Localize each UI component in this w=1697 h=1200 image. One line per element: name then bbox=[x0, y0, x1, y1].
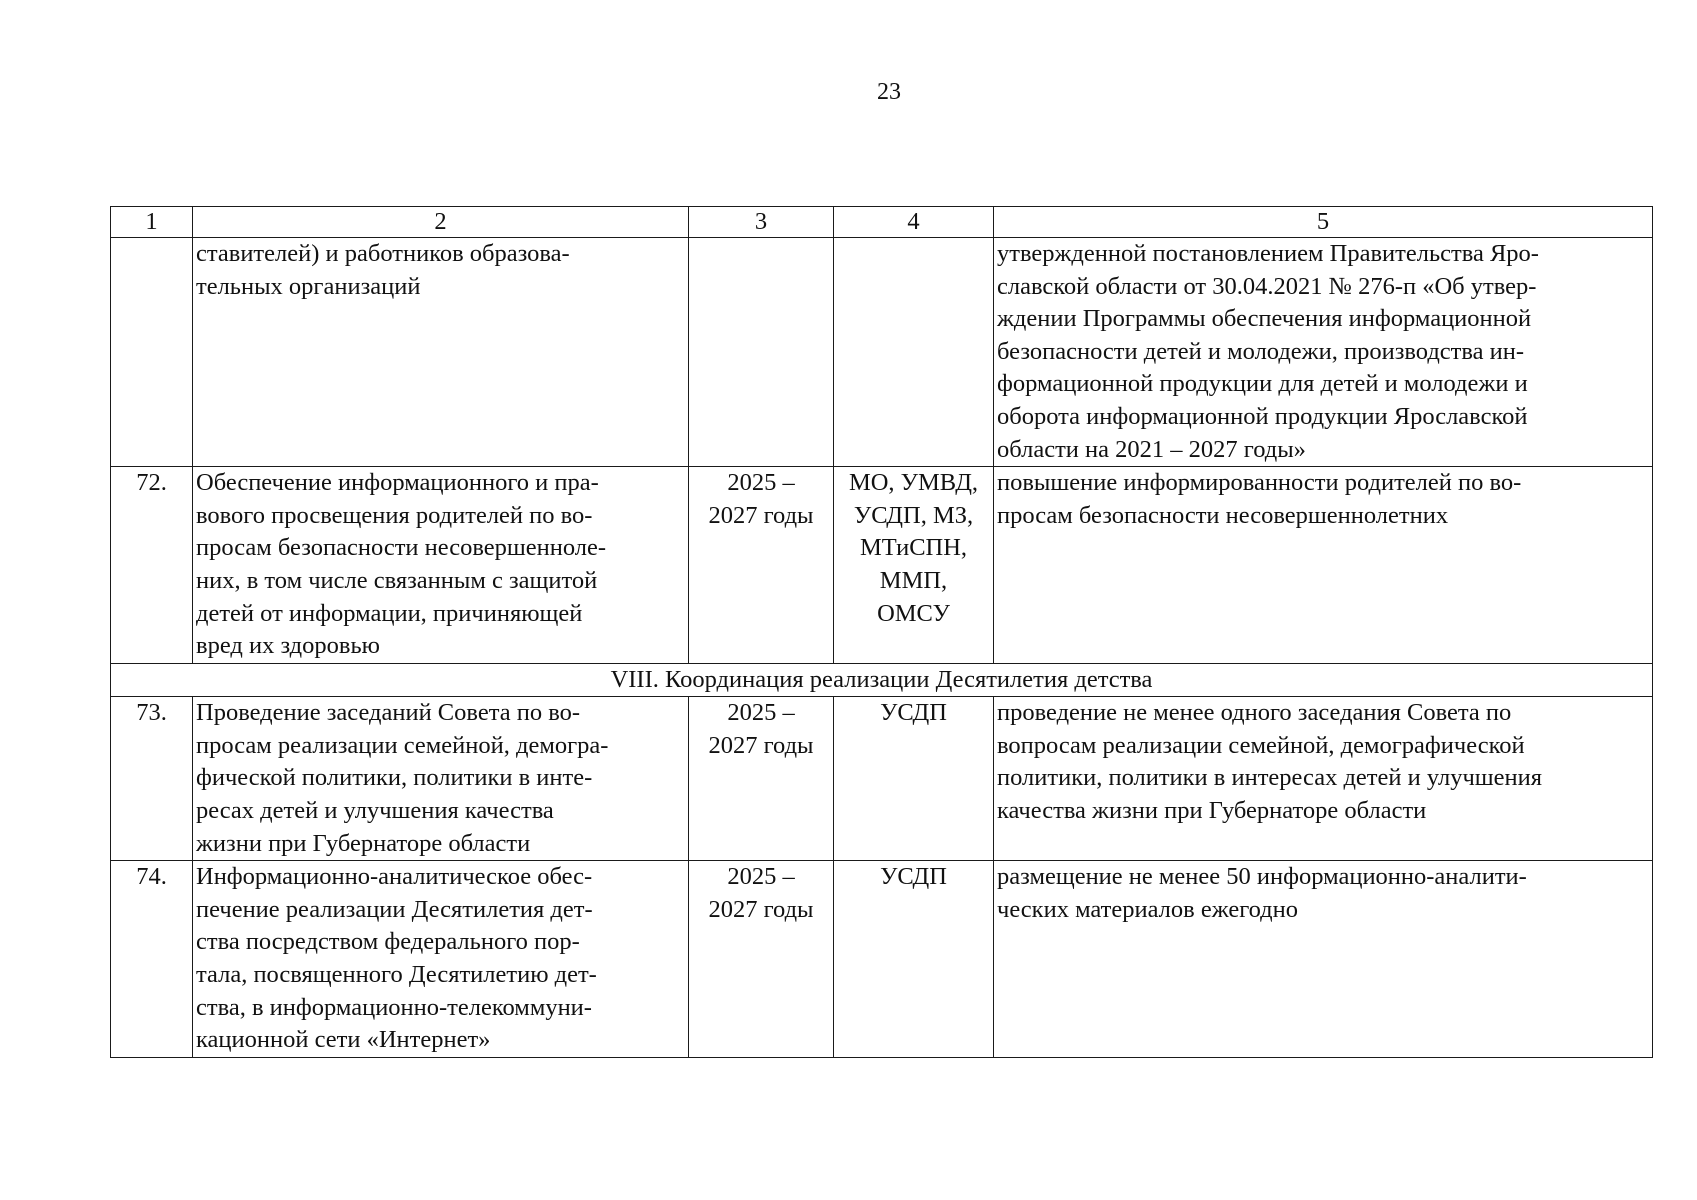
column-header: 3 bbox=[689, 207, 834, 238]
activity-cell: Информационно-аналитическое обес- печение реализации Десятилетия дет- ства посредством федерального пор- тала, посвященного Десятилетию дет- ства, в информационно-телекоммуни- кационной сети «Интернет» bbox=[193, 861, 689, 1058]
table-header-row bbox=[111, 207, 1653, 238]
section-header-row bbox=[111, 664, 1653, 697]
period-cell: 2025 – 2027 годы bbox=[689, 467, 834, 664]
executor-cell: МО, УМВД, УСДП, МЗ, МТиСПН, ММП, ОМСУ bbox=[834, 467, 994, 664]
table-row bbox=[111, 861, 1653, 1058]
column-header: 5 bbox=[994, 207, 1653, 238]
row-number: 72. bbox=[111, 467, 193, 664]
table-row bbox=[111, 697, 1653, 861]
column-header: 4 bbox=[834, 207, 994, 238]
table-row bbox=[111, 238, 1653, 467]
section-title: VIII. Координация реализации Десятилетия детства bbox=[111, 664, 1653, 697]
result-cell: утвержденной постановлением Правительства Яро- славской области от 30.04.2021 № 276-п «Об утвер- ждении Программы обеспечения информационной безопасности детей и молодежи, производства ин- формационной продукции для детей и молодежи и оборота информационной продукции Ярославской области на 2021 – 2027 годы» bbox=[994, 238, 1653, 467]
activity-cell: ставителей) и работников образова- тельных организаций bbox=[193, 238, 689, 467]
row-number bbox=[111, 238, 193, 467]
executor-cell bbox=[834, 238, 994, 467]
period-cell: 2025 – 2027 годы bbox=[689, 697, 834, 861]
table-row bbox=[111, 467, 1653, 664]
activity-cell: Проведение заседаний Совета по во- просам реализации семейной, демогра- фической политики, политики в инте- ресах детей и улучшения качества жизни при Губернаторе области bbox=[193, 697, 689, 861]
row-number: 74. bbox=[111, 861, 193, 1058]
result-cell: размещение не менее 50 информационно-аналити- ческих материалов ежегодно bbox=[994, 861, 1653, 1058]
column-header: 1 bbox=[111, 207, 193, 238]
executor-cell: УСДП bbox=[834, 697, 994, 861]
action-plan-table bbox=[110, 206, 1653, 1058]
result-cell: проведение не менее одного заседания Совета по вопросам реализации семейной, демографической политики, политики в интересах детей и улучшения качества жизни при Губернаторе области bbox=[994, 697, 1653, 861]
row-number: 73. bbox=[111, 697, 193, 861]
executor-cell: УСДП bbox=[834, 861, 994, 1058]
page-number: 23 bbox=[877, 79, 901, 105]
period-cell bbox=[689, 238, 834, 467]
result-cell: повышение информированности родителей по во- просам безопасности несовершеннолетних bbox=[994, 467, 1653, 664]
activity-cell: Обеспечение информационного и пра- вового просвещения родителей по во- просам безопасности несовершенноле- них, в том числе связанным с защитой детей от информации, причиняющей вред их здоровью bbox=[193, 467, 689, 664]
period-cell: 2025 – 2027 годы bbox=[689, 861, 834, 1058]
column-header: 2 bbox=[193, 207, 689, 238]
